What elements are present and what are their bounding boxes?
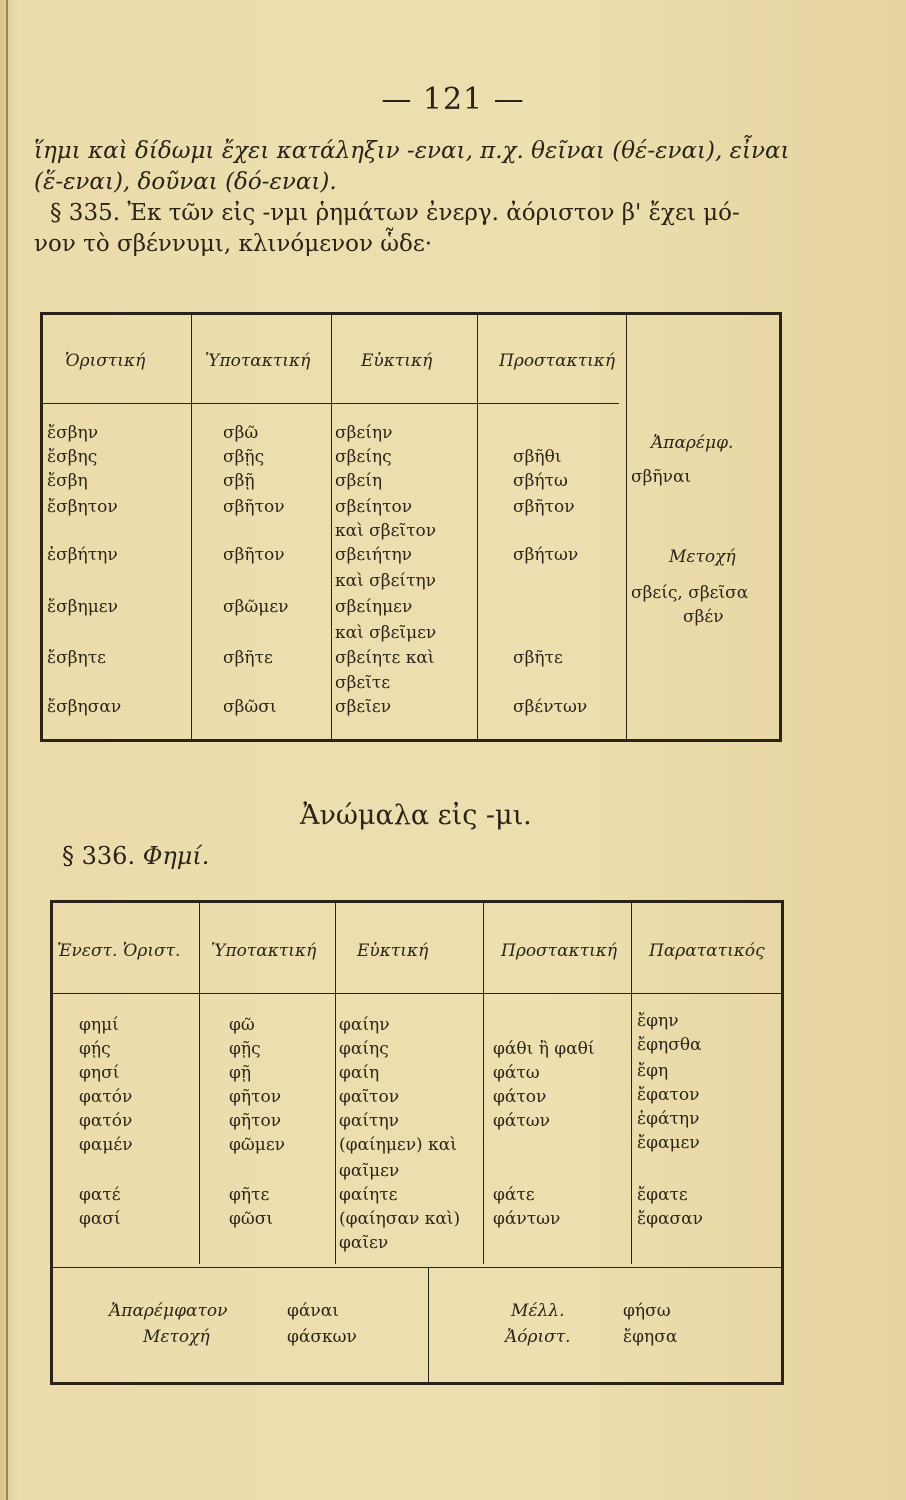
intro-line-4: νον τὸ σβέννυμι, κλινόμενον ὧδε· <box>34 231 433 257</box>
efktiki-form: σβείητε καὶ <box>335 648 435 668</box>
ypotaktiki-form: φῇ <box>229 1063 252 1083</box>
oristiki-form: ἔσβητε <box>47 648 106 668</box>
oristiki-form: ἐσβήτην <box>47 545 118 565</box>
enestos-form: φασί <box>79 1209 121 1229</box>
ypotaktiki-form: φῆτον <box>229 1111 282 1131</box>
efktiki-form: φαίτην <box>339 1111 399 1131</box>
header-prostaktiki: Προστακτική <box>499 351 616 371</box>
header-ypotaktiki: Ὑποτακτική <box>211 941 317 961</box>
oristiki-form: ἔσβησαν <box>47 697 122 717</box>
header-oristiki: Ὁριστική <box>65 351 146 371</box>
paratatikos-form: ἔφη <box>637 1061 669 1081</box>
oristiki-form: ἔσβητον <box>47 497 118 517</box>
intro-line-3: § 335. Ἐκ τῶν εἰς -νμι ῥημάτων ἐνεργ. ἀόριστον β' ἔχει μό- <box>50 200 740 226</box>
paratatikos-form: ἐφάτην <box>637 1109 700 1129</box>
efktiki-form: φαίητε <box>339 1185 398 1205</box>
ypotaktiki-form: σβῆτον <box>223 545 285 565</box>
page-number: — 121 — <box>381 82 525 117</box>
paratatikos-form: ἔφαμεν <box>637 1133 700 1153</box>
metochi-value-1: σβείς, σβεῖσα <box>631 583 749 603</box>
efktiki-form: φαίην <box>339 1015 390 1035</box>
efktiki-form: σβείημεν <box>335 597 413 617</box>
header-efktiki: Εὐκτική <box>357 941 429 961</box>
header-enestos: Ἐνεστ. Ὁριστ. <box>57 941 181 961</box>
header-prostaktiki: Προστακτική <box>501 941 618 961</box>
prostaktiki-form: φάτω <box>493 1063 540 1083</box>
ypotaktiki-form: φῶ <box>229 1015 255 1035</box>
aparemfato-value: φάναι <box>287 1301 339 1321</box>
header-efktiki: Εὐκτική <box>361 351 433 371</box>
aparemfato-value: σβῆναι <box>631 467 692 487</box>
metochi-value: φάσκων <box>287 1327 357 1347</box>
paratatikos-form: ἔφατον <box>637 1085 700 1105</box>
prostaktiki-form: φάτων <box>493 1111 550 1131</box>
metochi-label: Μετοχή <box>669 547 736 567</box>
prostaktiki-form: σβέντων <box>513 697 588 717</box>
efktiki-form: φαῖεν <box>339 1233 389 1253</box>
aparemfato-label: Ἀπαρέμφ. <box>651 433 734 453</box>
intro-paragraph <box>34 136 834 260</box>
oristiki-form: ἔσβη <box>47 471 88 491</box>
efktiki-form: (φαίημεν) καὶ <box>339 1135 457 1155</box>
enestos-form: φατέ <box>79 1185 121 1205</box>
efktiki-form: (φαίησαν καὶ) <box>339 1209 461 1229</box>
section-336 <box>62 842 209 870</box>
enestos-form: φημί <box>79 1015 119 1035</box>
ypotaktiki-form: σβῶμεν <box>223 597 289 617</box>
aparemfato-label: Ἀπαρέμφατον <box>109 1301 228 1321</box>
prostaktiki-form: σβήτων <box>513 545 579 565</box>
anomala-heading: Ἀνώμαλα εἰς -μι. <box>300 800 532 831</box>
oristiki-form: ἔσβην <box>47 423 99 443</box>
ypotaktiki-form: σβῆτον <box>223 497 285 517</box>
enestos-form: φατόν <box>79 1111 133 1131</box>
ypotaktiki-form: σβῇ <box>223 471 255 491</box>
intro-line-1: ἵημι καὶ δίδωμι ἔχει κατάληξιν -εναι, π.χ. θεῖναι (θέ-εναι), εἶναι <box>34 138 790 164</box>
intro-line-2: (ἕ-εναι), δοῦναι (δό-εναι). <box>34 169 337 195</box>
ypotaktiki-form: σβῶσι <box>223 697 277 717</box>
enestos-form: φῄς <box>79 1039 111 1059</box>
efktiki-form: σβεῖτε <box>335 673 391 693</box>
efktiki-form: φαίη <box>339 1063 380 1083</box>
prostaktiki-form: φάτε <box>493 1185 535 1205</box>
prostaktiki-form: σβῆτον <box>513 497 575 517</box>
prostaktiki-form: φάθι ἢ φαθί <box>493 1039 595 1059</box>
prostaktiki-form: φάντων <box>493 1209 561 1229</box>
ypotaktiki-form: φῶσι <box>229 1209 274 1229</box>
fimi-conjugation-table <box>50 900 784 1385</box>
prostaktiki-form: σβήτω <box>513 471 568 491</box>
efktiki-form: σβείητον <box>335 497 413 517</box>
ypotaktiki-form: σβῇς <box>223 447 265 467</box>
efktiki-form: φαίης <box>339 1039 389 1059</box>
efktiki-form: φαῖτον <box>339 1087 400 1107</box>
efktiki-form: φαῖμεν <box>339 1161 400 1181</box>
efktiki-form: σβεῖεν <box>335 697 392 717</box>
prostaktiki-form: φάτον <box>493 1087 547 1107</box>
page-spine <box>6 0 8 1500</box>
prostaktiki-form: σβῆθι <box>513 447 562 467</box>
ypotaktiki-form: φῆτον <box>229 1087 282 1107</box>
oristiki-form: ἔσβημεν <box>47 597 118 617</box>
paratatikos-form: ἔφησθα <box>637 1035 702 1055</box>
efktiki-form: σβείην <box>335 423 393 443</box>
oristiki-form: ἔσβης <box>47 447 98 467</box>
header-ypotaktiki: Ὑποτακτική <box>205 351 311 371</box>
paratatikos-form: ἔφατε <box>637 1185 688 1205</box>
prostaktiki-form: σβῆτε <box>513 648 563 668</box>
metochi-value-2: σβέν <box>683 607 724 627</box>
enestos-form: φησί <box>79 1063 120 1083</box>
ypotaktiki-form: φῇς <box>229 1039 261 1059</box>
paratatikos-form: ἔφασαν <box>637 1209 703 1229</box>
metochi-label: Μετοχή <box>143 1327 210 1347</box>
header-paratatikos: Παρατατικός <box>649 941 765 961</box>
efktiki-form: σβείης <box>335 447 392 467</box>
mellon-label: Μέλλ. <box>511 1301 565 1321</box>
sbennymi-conjugation-table <box>40 312 782 742</box>
enestos-form: φατόν <box>79 1087 133 1107</box>
efktiki-form: καὶ σβεῖτον <box>335 521 437 541</box>
efktiki-form: σβείη <box>335 471 383 491</box>
ypotaktiki-form: σβῆτε <box>223 648 273 668</box>
section-336-word: Φημί. <box>142 842 210 870</box>
aoristos-value: ἔφησα <box>623 1327 678 1347</box>
ypotaktiki-form: σβῶ <box>223 423 259 443</box>
efktiki-form: καὶ σβεῖμεν <box>335 623 437 643</box>
enestos-form: φαμέν <box>79 1135 133 1155</box>
mellon-value: φήσω <box>623 1301 671 1321</box>
paratatikos-form: ἔφην <box>637 1011 679 1031</box>
efktiki-form: σβειήτην <box>335 545 413 565</box>
section-336-number: § 336. <box>62 842 136 870</box>
ypotaktiki-form: φῶμεν <box>229 1135 285 1155</box>
ypotaktiki-form: φῆτε <box>229 1185 270 1205</box>
efktiki-form: καὶ σβείτην <box>335 571 437 591</box>
aoristos-label: Ἀόριστ. <box>505 1327 571 1347</box>
